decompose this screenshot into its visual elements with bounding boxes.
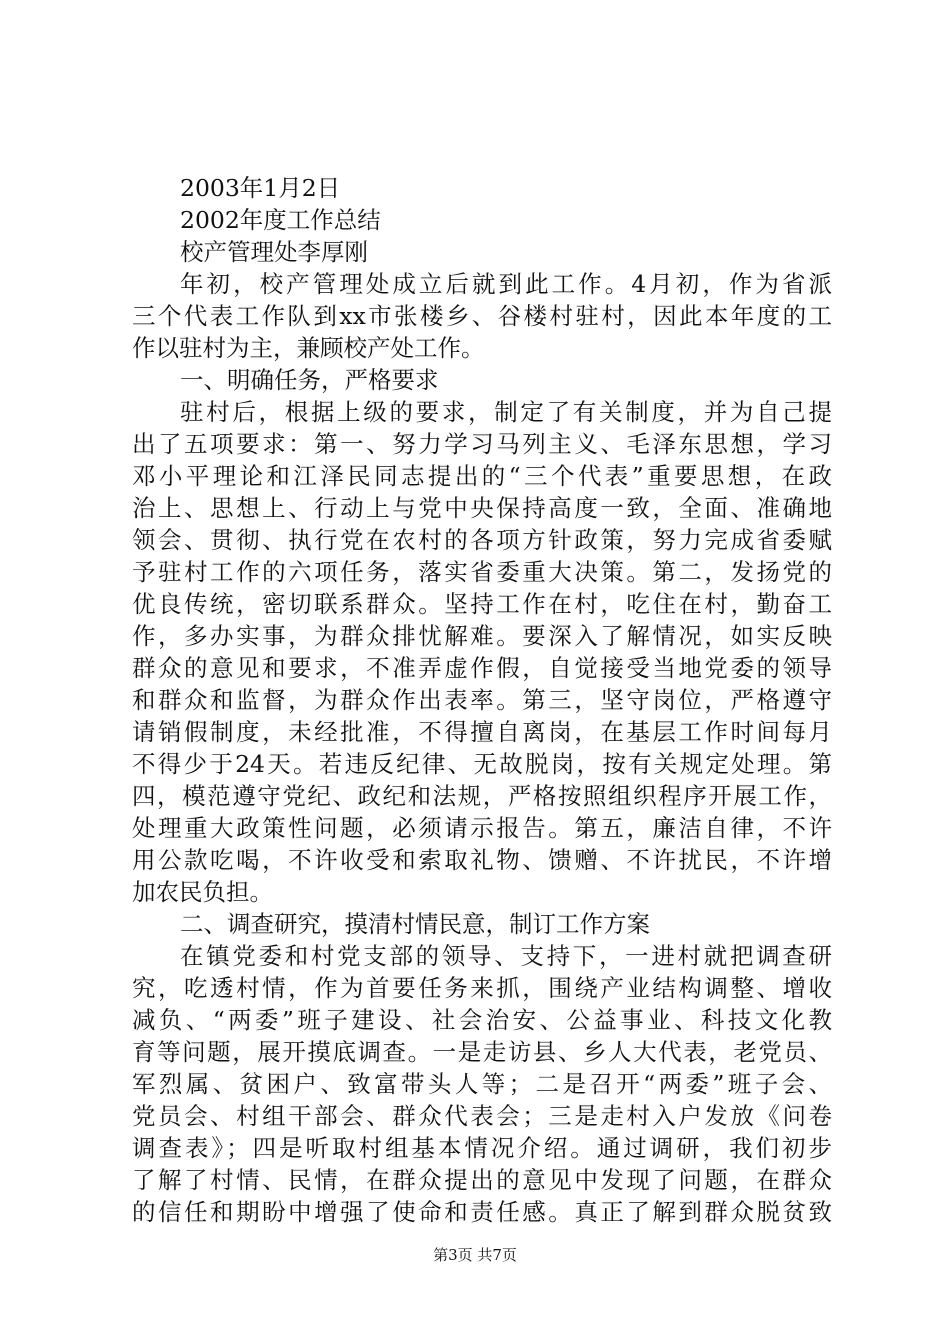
paragraph-line: 究，吃透村情，作为首要任务来抓，围绕产业结构调整、增收 — [132, 974, 832, 1002]
page-footer: 第3页 共7页 — [433, 1246, 517, 1264]
document-body — [132, 172, 832, 1228]
paragraph-line: 予驻村工作的六项任务，落实省委重大决策。第二，发扬党的 — [132, 558, 832, 586]
paragraph-line: 四，模范遵守党纪、政纪和法规，严格按照组织程序开展工作， — [132, 782, 832, 810]
paragraph-line: 的信任和期盼中增强了使命和责任感。真正了解到群众脱贫致 — [132, 1198, 832, 1226]
paragraph-line: 作以驻村为主，兼顾校产处工作。 — [132, 334, 485, 362]
document-author: 校产管理处李厚刚 — [180, 238, 368, 266]
paragraph-line: 出了五项要求：第一、努力学习马列主义、毛泽东思想，学习 — [132, 430, 832, 458]
paragraph-line: 优良传统，密切联系群众。坚持工作在村，吃住在村，勤奋工 — [132, 590, 832, 618]
paragraph-line: 育等问题，展开摸底调查。一是走访县、乡人大代表，老党员、 — [132, 1038, 832, 1066]
paragraph-line: 三个代表工作队到xx市张楼乡、谷楼村驻村，因此本年度的工 — [132, 302, 832, 330]
paragraph-line: 党员会、村组干部会、群众代表会；三是走村入户发放《问卷 — [132, 1102, 832, 1130]
document-title: 2002年度工作总结 — [180, 206, 381, 234]
paragraph-line: 了解了村情、民情，在群众提出的意见中发现了问题，在群众 — [132, 1166, 832, 1194]
paragraph-line: 不得少于24天。若违反纪律、无故脱岗，按有关规定处理。第 — [132, 750, 832, 778]
paragraph-line: 调查表》；四是听取村组基本情况介绍。通过调研，我们初步 — [132, 1134, 832, 1162]
paragraph-line: 治上、思想上、行动上与党中央保持高度一致，全面、准确地 — [132, 494, 832, 522]
section-heading-1: 一、明确任务，严格要求 — [180, 366, 439, 394]
paragraph-line: 领会、贯彻、执行党在农村的各项方针政策，努力完成省委赋 — [132, 526, 832, 554]
paragraph-line: 请销假制度，未经批准，不得擅自离岗，在基层工作时间每月 — [132, 718, 832, 746]
paragraph-line: 群众的意见和要求，不准弄虚作假，自觉接受当地党委的领导 — [132, 654, 832, 682]
paragraph-line: 在镇党委和村党支部的领导、支持下，一进村就把调查研 — [180, 942, 832, 970]
section-heading-2: 二、调查研究，摸清村情民意，制订工作方案 — [180, 910, 650, 938]
paragraph-line: 减负、“两委”班子建设、社会治安、公益事业、科技文化教 — [132, 1006, 832, 1034]
paragraph-line: 处理重大政策性问题，必须请示报告。第五，廉洁自律，不许 — [132, 814, 832, 842]
paragraph-line: 加农民负担。 — [132, 878, 273, 906]
paragraph-line: 和群众和监督，为群众作出表率。第三，坚守岗位，严格遵守 — [132, 686, 832, 714]
paragraph-line: 军烈属、贫困户、致富带头人等；二是召开“两委”班子会、 — [132, 1070, 832, 1098]
paragraph-line: 作，多办实事，为群众排忧解难。要深入了解情况，如实反映 — [132, 622, 832, 650]
paragraph-line: 驻村后，根据上级的要求，制定了有关制度，并为自己提 — [180, 398, 832, 426]
paragraph-line: 用公款吃喝，不许收受和索取礼物、馈赠、不许扰民，不许增 — [132, 846, 832, 874]
paragraph-line: 年初，校产管理处成立后就到此工作。4月初，作为省派 — [180, 270, 832, 298]
paragraph-line: 邓小平理论和江泽民同志提出的“三个代表”重要思想，在政 — [132, 462, 832, 490]
document-date: 2003年1月2日 — [180, 174, 341, 202]
